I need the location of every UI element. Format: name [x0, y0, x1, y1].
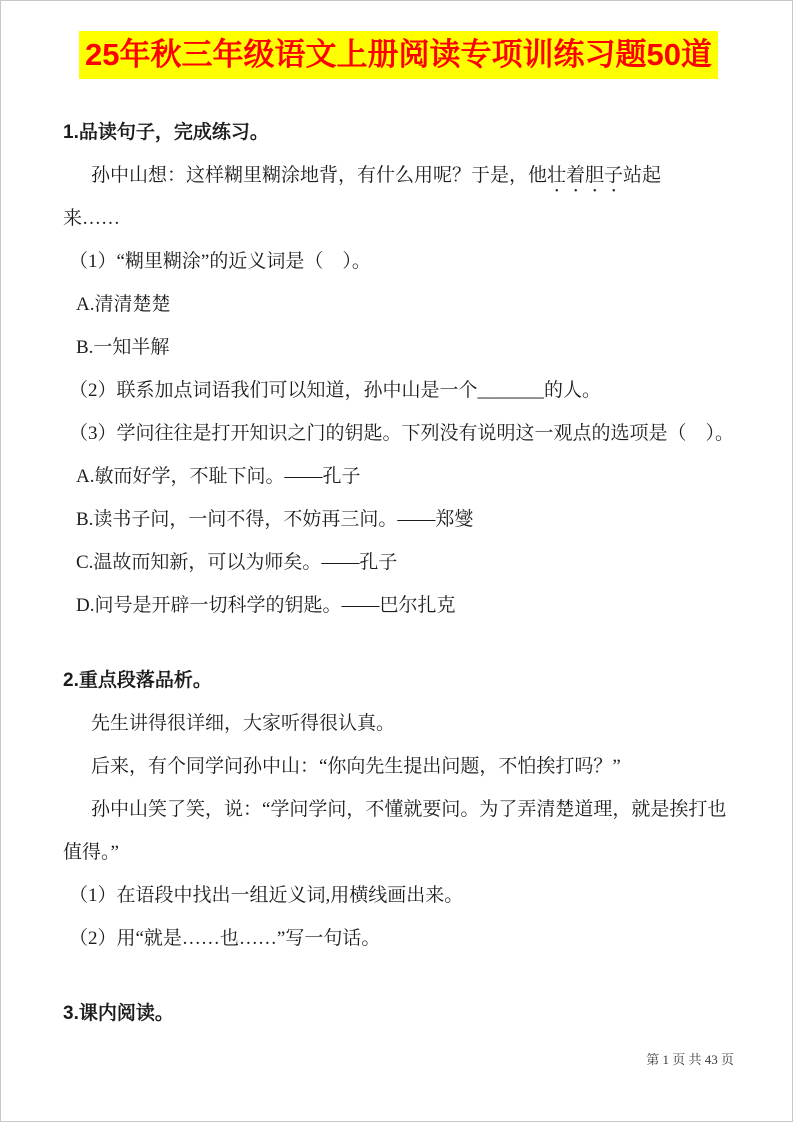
document-body [63, 111, 734, 1035]
text-line: D.问号是开辟一切科学的钥匙。——巴尔扎克 [76, 595, 456, 616]
section-heading: 1.品读句子，完成练习。 [63, 122, 269, 143]
text-line: （3）学问往往是打开知识之门的钥匙。下列没有说明这一观点的选项是（ ）。 [69, 423, 735, 444]
text-line: （2）用“就是……也……”写一句话。 [69, 928, 381, 949]
document-title-wrap [63, 31, 734, 79]
text-line: 孙中山笑了笑，说：“学问学问，不懂就要问。为了弄清楚道理，就是挨打也 [91, 799, 727, 820]
page-number-text: 第 1 页 共 43 页 [646, 1052, 734, 1067]
text-line: A.清清楚楚 [76, 294, 171, 315]
text-line: 来…… [63, 208, 121, 229]
page-footer [63, 1049, 734, 1068]
text-line: （1）“糊里糊涂”的近义词是（ ）。 [69, 251, 371, 272]
text-line: C.温故而知新，可以为师矣。——孔子 [76, 552, 398, 573]
text-line [63, 154, 734, 197]
text-line: B.一知半解 [76, 337, 170, 358]
text-line: 后来，有个同学问孙中山：“你向先生提出问题，不怕挨打吗？” [91, 756, 621, 777]
document-title: 25年秋三年级语文上册阅读专项训练习题50道 [79, 31, 718, 79]
text-line: （1）在语段中找出一组近义词,用横线画出来。 [69, 885, 464, 906]
plain-text: 站起 [623, 165, 662, 186]
section-heading: 2.重点段落品析。 [63, 670, 212, 691]
plain-text: 孙中山想：这样糊里糊涂地背，有什么用呢？于是，他 [91, 165, 548, 186]
text-line: A.敏而好学，不耻下问。——孔子 [76, 466, 361, 487]
text-line: 先生讲得很详细，大家听得很认真。 [91, 713, 396, 734]
text-line: B.读书子问，一问不得，不妨再三问。——郑燮 [76, 509, 474, 530]
section-heading: 3.课内阅读。 [63, 1003, 174, 1024]
emphasis-dotted-text: 壮着胆子 [547, 165, 624, 186]
text-line: （2）联系加点词语我们可以知道，孙中山是一个_______的人。 [69, 380, 602, 401]
text-line: 值得。” [63, 842, 119, 863]
